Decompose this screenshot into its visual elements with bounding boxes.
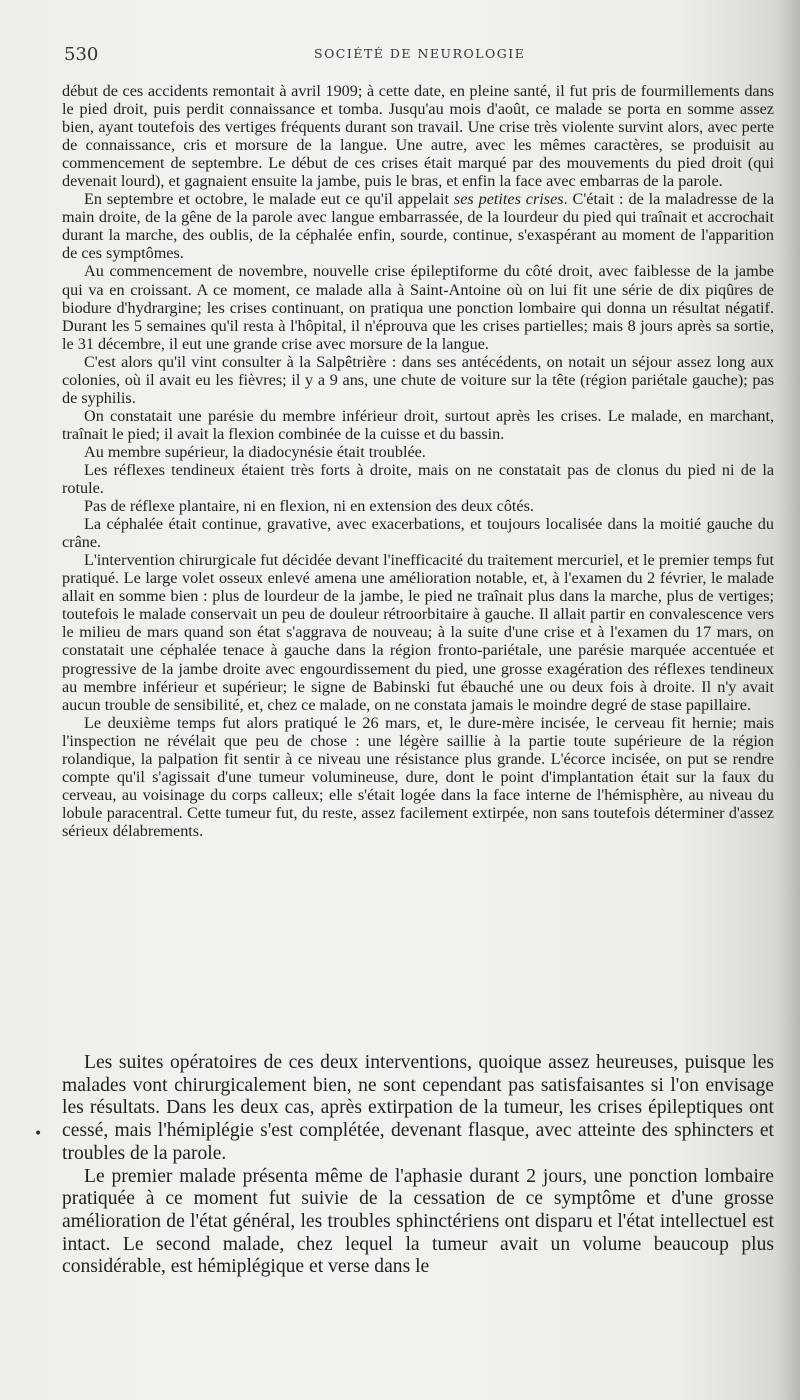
paragraph-petites-crises: En septembre et octobre, le malade eut ce qu'il appelait ses petites crises. C'était : de la maladresse de la main droite, de la gêne de la parole avec langue embarrassée, de la lourdeur du pied qui traînait et accrochait durant la marche, des oublis, de la céphalée enfin, sourde, continue, s'exaspérant au moment de l'apparition de ces symptômes.	[62, 190, 775, 263]
paragraph-cephalee: La céphalée était continue, gravative, avec exacerbations, et toujours localisée dans la moitié gauche du crâne.	[62, 515, 774, 552]
paragraph-deuxieme-temps: Le deuxième temps fut alors pratiqué le 26 mars, et, le dure-mère incisée, le cerveau fit hernie; mais l'inspection ne révélait que peu de chose : une légère saillie à la partie toute supérieure de la région rolandique, la palpation fit sentir à ce niveau une résistance plus grande. L'écorce incisée, on put se rendre compte qu'il s'agissait d'une tumeur volumineuse, dure, dont le point d'implantation était sur la faux du cerveau, au voisinage du corps calleux; elle s'était logée dans la face interne de l'hémisphère, au niveau du lobule paracentral. Cette tumeur fut, du reste, assez facilement extirpée, non sans toutefois déterminer d'assez sérieux délabrements.	[62, 713, 774, 840]
italic-phrase: ses petites crises	[453, 190, 564, 209]
running-title: SOCIÉTÉ DE NEUROLOGIE	[314, 46, 526, 61]
paragraph-paresie: On constatait une parésie du membre inférieur droit, surtout après les crises. Le malade, en marchant, traînait le pied; il avait la flexion combinée de la cuisse et du bassin.	[62, 406, 774, 443]
margin-bullet: •	[34, 1126, 43, 1142]
paragraph-premier-malade: Le premier malade présenta même de l'aphasie durant 2 jours, une ponction lombaire pratiquée à ce moment fut suivie de la cessation de ce symptôme et d'une grosse amélioration de l'état général, les troubles sphinctériens ont disparu et l'état intellectuel est intact. Le second malade, chez lequel la tumeur avait un volume beaucoup plus considérable, est hémiplégique et verse dans le	[62, 1165, 774, 1278]
paragraph-novembre: Au commencement de novembre, nouvelle crise épileptiforme du côté droit, avec faiblesse de la jambe qui va en croissant. A ce moment, ce malade alla à Saint-Antoine où on lui fit une série de dix piqûres de biodure d'hydrargine; les crises continuant, on pratiqua une ponction lombaire qui donna un résultat négatif. Durant les 5 semaines qu'il resta à l'hôpital, il n'éprouva que les crises partielles; mais 8 jours après sa sortie, le 31 décembre, il eut une grande crise avec morsure de la langue.	[62, 262, 774, 353]
paragraph-membre-superieur: Au membre supérieur, la diadocynésie était troublée.	[84, 442, 426, 461]
paragraph-onset: début de ces accidents remontait à avril 1909; à cette date, en pleine santé, il fut pris de fourmillements dans le pied droit, puis perdit connaissance et tomba. Jusqu'au mois d'août, ce malade se porta en somme assez bien, ayant toutefois des vertiges fréquents durant son travail. Une crise très violente survint alors, avec perte de connaissance, cris et morsure de la langue. Une autre, avec les mêmes caractères, se produisit au commencement de septembre. Le début de ces crises était marqué par des mouvements du pied droit (qui devenait lourd), et gagnaient ensuite la jambe, puis le bras, et enfin la face avec embarras de la parole.	[62, 82, 774, 191]
paragraph-suites-operatoires: Les suites opératoires de ces deux interventions, quoique assez heureuses, puisque les malades vont chirurgicalement bien, ne sont cependant pas satisfaisantes si l'on envisage les résultats. Dans les deux cas, après extirpation de la tumeur, les crises épileptiques ont cessé, mais l'hémiplégie s'est complétée, devenant flasque, avec atteinte des sphincters et troubles de la parole.	[62, 1052, 774, 1164]
case-report-text	[62, 82, 774, 840]
paragraph-salpetriere: C'est alors qu'il vint consulter à la Salpêtrière : dans ses antécédents, on notait un séjour assez long aux colonies, où il avait eu les fièvres; il y a 9 ans, une chute de voiture sur la tête (région pariétale gauche); pas de syphilis.	[62, 352, 774, 407]
page-number: 530	[64, 44, 99, 65]
paragraph-reflexe-plantaire: Pas de réflexe plantaire, ni en flexion, ni en extension des deux côtés.	[84, 497, 534, 516]
paragraph-intervention: L'intervention chirurgicale fut décidée devant l'inefficacité du traitement mercuriel, et le premier temps fut pratiqué. Le large volet osseux enlevé amena une amélioration notable, et, à l'examen du 2 février, le malade allait en somme bien : plus de lourdeur de la jambe, le pied ne traînait plus dans la marche, plus de vertiges; toutefois le malade conservait un peu de douleur rétroorbitaire à gauche. Il allait partir en convalescence vers le milieu de mars quand son état s'aggrava de nouveau; à la suite d'une crise et à l'examen du 17 mars, on constatait une céphalée tenace à gauche dans la région fronto-pariétale, une parésie marquée accentuée et progressive de la jambe droite avec engourdissement du pied, une grosse exagération des réflexes tendineux au membre inférieur et supérieur; le signe de Babinski fut ébauché une ou deux fois à droite. Il n'y avait aucun trouble de sensibilité, et, chez ce malade, on ne constata jamais le moindre degré de stase papillaire.	[62, 551, 774, 714]
paragraph-reflexes: Les réflexes tendineux étaient très forts à droite, mais on ne constatait pas de clonus du pied ni de la rotule.	[62, 460, 774, 498]
discussion-text	[62, 1052, 774, 1279]
page-header	[64, 44, 760, 66]
